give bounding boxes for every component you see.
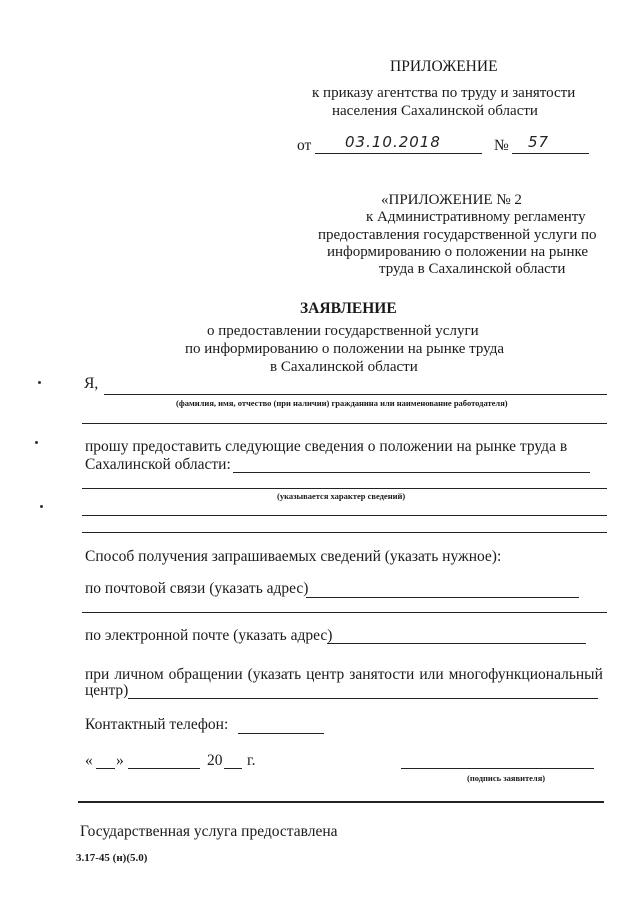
applicant-label: Я,	[84, 375, 99, 392]
delivery-in-person-line1	[85, 666, 603, 684]
order-date-line	[315, 153, 482, 154]
applicant-name-hint: (фамилия, имя, отчество (при наличии) гражданина или наименование работодателя)	[176, 398, 508, 408]
order-reference-line2: населения Сахалинской области	[332, 103, 538, 119]
signature-field[interactable]	[401, 768, 594, 769]
delivery-by-post-label: по почтовой связи (указать адрес)	[85, 580, 309, 597]
applicant-name-field[interactable]	[104, 394, 607, 395]
order-number-handwritten: 57	[528, 133, 550, 151]
contact-phone-field[interactable]	[238, 733, 324, 734]
delivery-in-person-line2: центр)	[85, 682, 129, 699]
order-from-label: от	[297, 137, 312, 154]
request-text-line1: прошу предоставить следующие сведения о положении на рынке труда в	[85, 438, 568, 455]
date-close-quote: »	[116, 752, 124, 769]
date-year-suffix: г.	[247, 752, 256, 769]
margin-speck	[40, 505, 43, 508]
appendix2-line1: «ПРИЛОЖЕНИЕ № 2	[381, 192, 522, 208]
appendix2-line2: к Административному регламенту	[366, 209, 586, 225]
appendix2-line3: предоставления государственной услуги по	[318, 227, 597, 243]
date-day-field[interactable]	[96, 768, 115, 769]
service-provided-text: Государственная услуга предоставлена	[80, 823, 338, 840]
margin-speck	[35, 441, 38, 444]
request-text-line2: Сахалинской области:	[85, 456, 231, 473]
delivery-by-email-label: по электронной почте (указать адрес)	[85, 627, 333, 644]
employment-center-field[interactable]	[128, 698, 598, 699]
postal-address-field[interactable]	[306, 597, 579, 598]
in-person-word: личном	[114, 666, 164, 683]
signature-hint: (подпись заявителя)	[467, 773, 546, 783]
requested-info-field[interactable]	[233, 472, 590, 473]
form-code: 3.17-45 (н)(5.0)	[76, 852, 148, 864]
form-subtitle-line1: о предоставлении государственной услуги	[207, 323, 479, 339]
contact-phone-label: Контактный телефон:	[85, 716, 229, 733]
order-number-label: №	[494, 137, 509, 154]
in-person-word: или	[419, 666, 444, 683]
date-year-field[interactable]	[224, 768, 242, 769]
in-person-word: обращении	[168, 666, 243, 683]
in-person-word: при	[85, 666, 110, 683]
appendix2-line4: информированию о положении на рынке	[327, 244, 589, 260]
in-person-word: занятости	[349, 666, 415, 683]
order-reference-line1: к приказу агентства по труду и занятости	[312, 85, 576, 101]
form-title: ЗАЯВЛЕНИЕ	[300, 300, 397, 317]
order-number-line	[512, 153, 589, 154]
appendix-title: ПРИЛОЖЕНИЕ	[390, 58, 498, 75]
date-year-prefix: 20	[207, 752, 223, 769]
postal-address-field-line2[interactable]	[82, 612, 607, 613]
in-person-word: многофункциональный	[448, 666, 603, 683]
in-person-word: (указать	[247, 666, 302, 683]
appendix2-line5: труда в Сахалинской области	[379, 261, 566, 277]
section-divider	[78, 801, 604, 803]
form-subtitle-line2: по информированию о положении на рынке труда	[185, 341, 504, 357]
requested-info-hint: (указывается характер сведений)	[277, 491, 406, 501]
email-address-field[interactable]	[327, 643, 586, 644]
order-date-handwritten: 03.10.2018	[345, 133, 441, 151]
in-person-word: центр	[306, 666, 345, 683]
requested-info-field-line2[interactable]	[82, 488, 607, 489]
date-open-quote: «	[85, 752, 93, 769]
form-subtitle-line3: в Сахалинской области	[270, 359, 418, 375]
margin-speck	[38, 381, 41, 384]
requested-info-field-line4[interactable]	[82, 532, 607, 533]
applicant-name-field-line2[interactable]	[82, 423, 607, 424]
delivery-method-title: Способ получения запрашиваемых сведений (указать нужное):	[85, 548, 502, 565]
date-month-field[interactable]	[128, 768, 200, 769]
requested-info-field-line3[interactable]	[82, 515, 607, 516]
